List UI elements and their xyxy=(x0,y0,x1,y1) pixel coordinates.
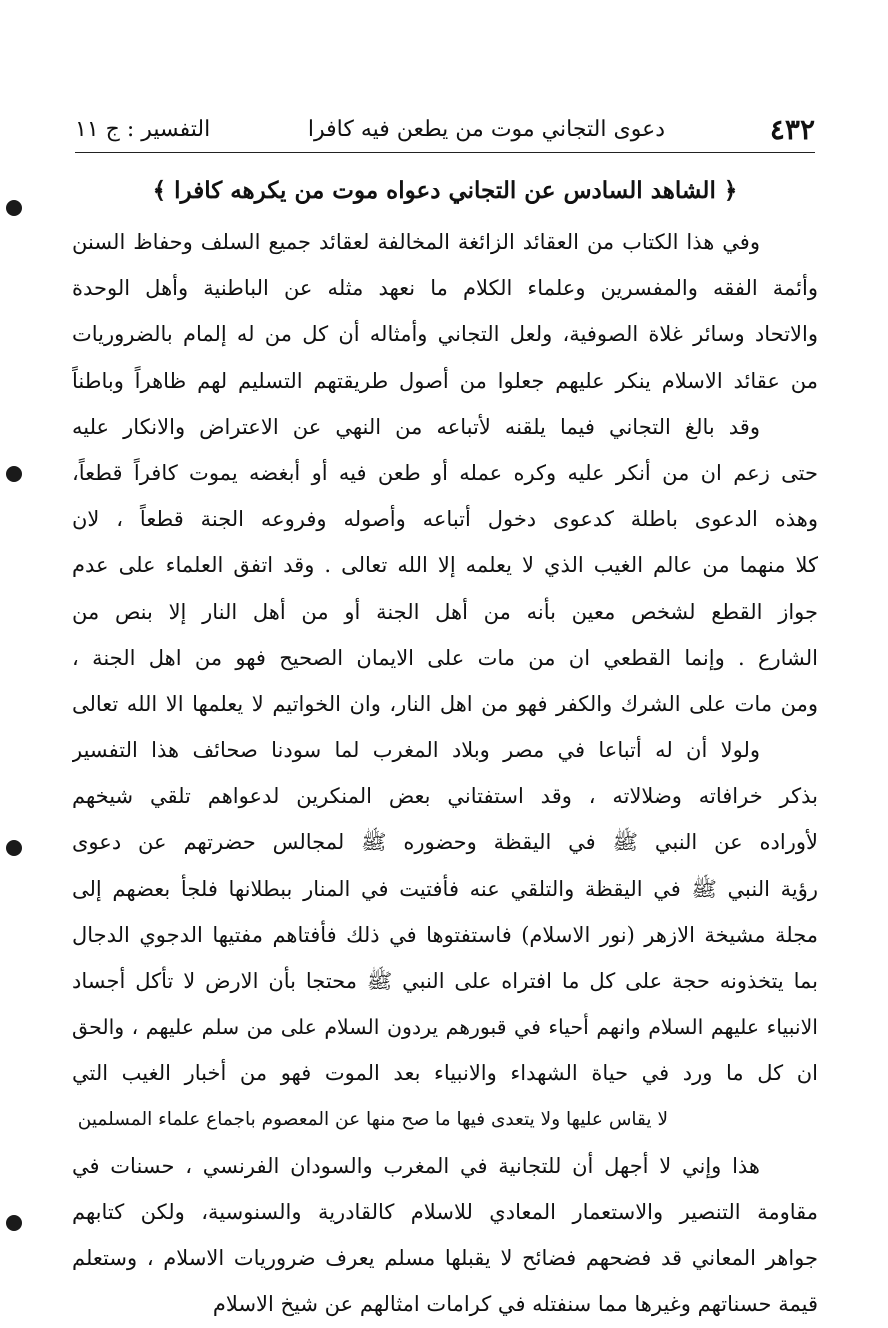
page-header xyxy=(75,108,815,153)
text-line: وقد بالغ التجاني فيما يلقنه لأتباعه من النهي عن الاعتراض والانكار عليه xyxy=(72,414,760,439)
punch-hole-mark xyxy=(6,466,22,482)
section-heading: ﴿ الشاهد السادس عن التجاني دعواه موت من يكرهه كافرا ﴾ xyxy=(152,177,738,204)
text-line: كلا منهما من عالم الغيب الذي لا يعلمه إلا الله تعالى . وقد اتفق العلماء على عدم xyxy=(72,553,818,578)
text-line: ان كل ما ورد في حياة الشهداء والانبياء بعد الموت فهو من أخبار الغيب التي xyxy=(72,1061,818,1086)
text-line: جواهر المعاني قد فضحهم فضائح لا يقبلها مسلم يعرف ضروريات الاسلام ، وستعلم xyxy=(72,1246,818,1271)
text-line: الشارع . وإنما القطعي ان من مات على الايمان الصحيح فهو من اهل الجنة ، xyxy=(72,645,818,670)
running-title: دعوى التجاني موت من يطعن فيه كافرا xyxy=(307,117,665,142)
text-line: هذا وإني لا أجهل أن للتجانية في المغرب والسودان الفرنسي ، حسنات في xyxy=(72,1153,760,1178)
text-line: وفي هذا الكتاب من العقائد الزائغة المخالفة لعقائد جميع السلف وحفاظ السنن xyxy=(72,230,760,254)
punch-hole-mark xyxy=(6,1215,22,1231)
text-line: والاتحاد وسائر غلاة الصوفية، ولعل التجاني وأمثاله أن كل من له إلمام بالضروريات xyxy=(72,322,818,347)
text-line: الانبياء عليهم السلام وانهم أحياء في قبورهم يردون السلام على من سلم عليهم ، والحق xyxy=(72,1015,818,1040)
body-text xyxy=(72,219,818,1328)
text-line: جواز القطع لشخص معين بأنه من أهل الجنة أو من أهل النار إلا بنص من xyxy=(72,599,818,624)
text-line: بما يتخذونه حجة على كل ما افتراه على النبي ﷺ محتجا بأن الارض لا تأكل أجساد xyxy=(72,969,818,993)
text-line: لا يقاس عليها ولا يتعدى فيها ما صح منها عن المعصوم باجماع علماء المسلمين xyxy=(77,1108,668,1130)
text-line: مقاومة التنصير والاستعمار المعادي للاسلام كالقادرية والسنوسية، ولكن كتابهم xyxy=(72,1199,818,1224)
text-line: وأئمة الفقه والمفسرين وعلماء الكلام ما نعهد مثله عن الباطنية وأهل الوحدة xyxy=(72,276,818,301)
text-line: بذكر خرافاته وضلالاته ، وقد استفتاني بعض المنكرين لدعواهم تلقي شيخهم xyxy=(72,784,818,809)
text-line: ومن مات على الشرك والكفر فهو من اهل النار، وان الخواتيم لا يعلمها الا الله تعالى xyxy=(72,691,818,716)
text-line: لأوراده عن النبي ﷺ في اليقظة وحضوره ﷺ لمجالس حضرتهم عن دعوى xyxy=(72,830,818,855)
text-line: مجلة مشيخة الازهر (نور الاسلام) فاستفتوها في ذلك فأفتاهم مفتيها الدجوي الدجال xyxy=(72,922,818,947)
book-part-label: التفسير : ج ١١ xyxy=(75,117,211,142)
text-line: رؤية النبي ﷺ في اليقظة والتلقي عنه فأفتيت في المنار ببطلانها فلجأ بعضهم إلى xyxy=(72,876,818,901)
text-line: من عقائد الاسلام ينكر عليهم جعلوا من أصول طريقتهم التسليم لهم ظاهراً وباطناً xyxy=(72,368,818,393)
page-number: ٤٣٢ xyxy=(769,113,815,146)
punch-hole-mark xyxy=(6,840,22,856)
text-line: وهذه الدعوى باطلة كدعوى دخول أتباعه وأصوله وفروعه الجنة قطعاً ، لان xyxy=(72,507,818,532)
text-line: قيمة حسناتهم وغيرها مما سنفتله في كرامات امثالهم عن شيخ الاسلام xyxy=(212,1292,818,1317)
text-line: حتى زعم ان من أنكر عليه وكره عمله أو طعن فيه أو أبغضه يموت كافراً قطعاً، xyxy=(72,460,818,485)
punch-hole-mark xyxy=(6,200,22,216)
text-line: ولولا أن له أتباعا في مصر وبلاد المغرب لما سودنا صحائف هذا التفسير xyxy=(72,738,760,763)
